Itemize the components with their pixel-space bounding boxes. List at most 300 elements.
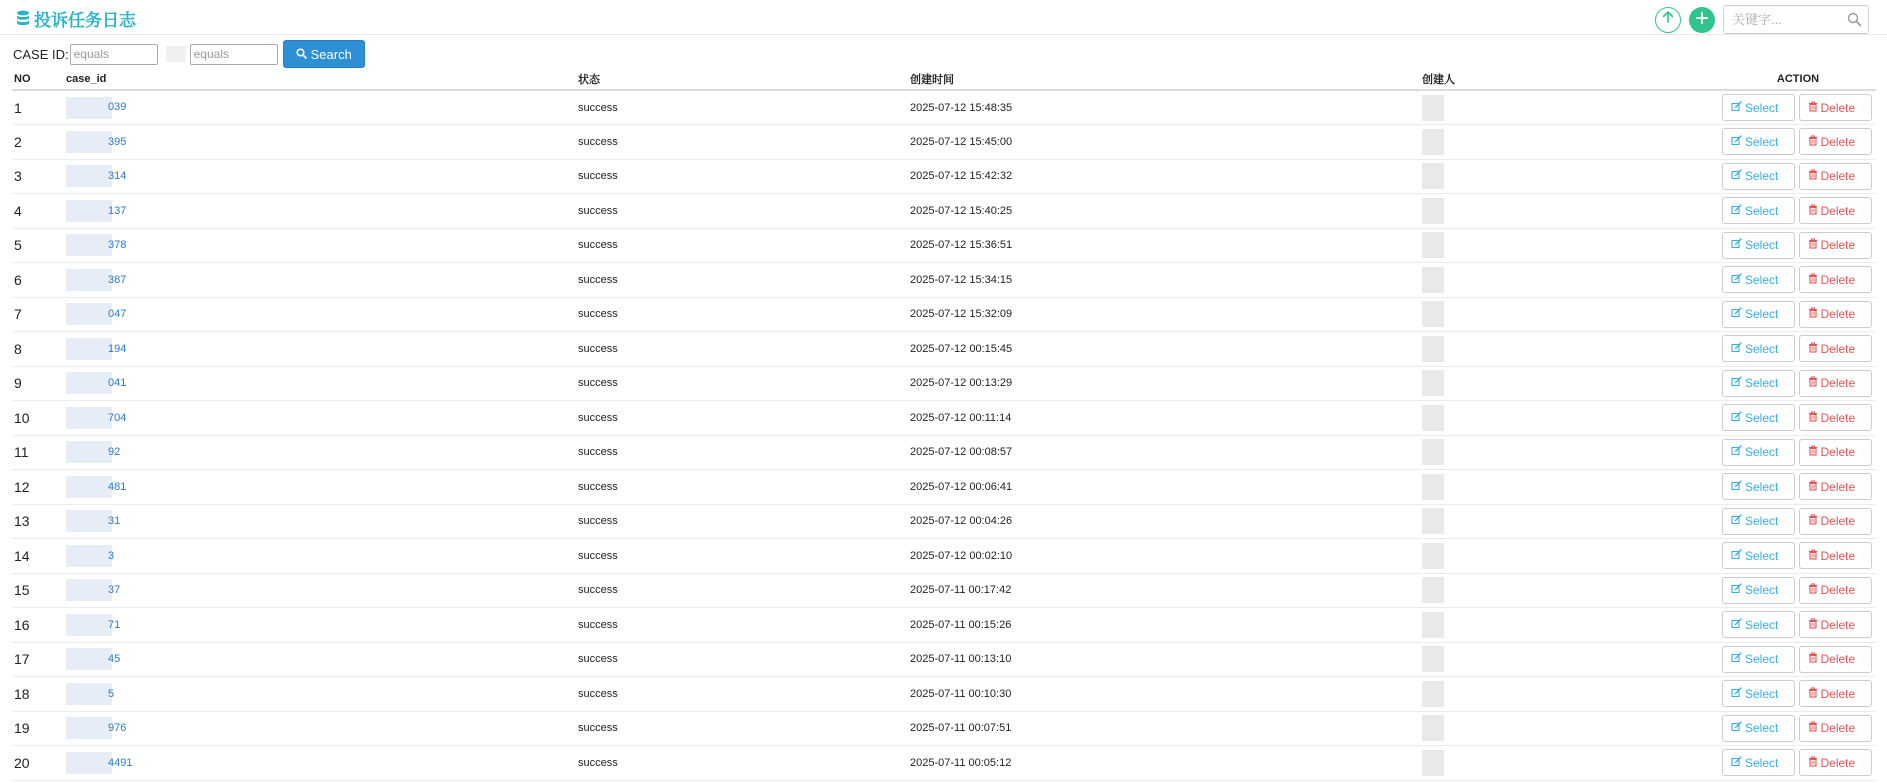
delete-button-label: Delete bbox=[1820, 238, 1856, 253]
trash-icon bbox=[1808, 652, 1818, 666]
delete-button[interactable] bbox=[1799, 335, 1873, 362]
table-row bbox=[12, 746, 1876, 781]
select-button-label: Select bbox=[1745, 583, 1779, 598]
status-cell: success bbox=[576, 332, 908, 367]
action-cell bbox=[1720, 642, 1876, 677]
trash-icon bbox=[1808, 376, 1818, 390]
case-id-cell bbox=[64, 297, 576, 332]
created-at-cell: 2025-07-12 15:42:32 bbox=[908, 159, 1420, 194]
edit-icon bbox=[1731, 514, 1742, 528]
delete-button-label: Delete bbox=[1820, 307, 1856, 322]
row-number: 3 bbox=[12, 159, 64, 194]
redacted-creator bbox=[1422, 370, 1444, 396]
case-id-cell bbox=[64, 159, 576, 194]
status-cell: success bbox=[576, 470, 908, 505]
row-number: 6 bbox=[12, 263, 64, 298]
created-at-cell: 2025-07-12 00:11:14 bbox=[908, 401, 1420, 436]
action-cell bbox=[1720, 608, 1876, 643]
delete-button[interactable] bbox=[1799, 94, 1873, 121]
action-cell bbox=[1720, 470, 1876, 505]
case-id-cell bbox=[64, 642, 576, 677]
select-button-label: Select bbox=[1745, 376, 1779, 391]
select-button-label: Select bbox=[1745, 238, 1779, 253]
delete-button-label: Delete bbox=[1820, 169, 1856, 184]
select-button[interactable] bbox=[1722, 301, 1795, 328]
creator-cell bbox=[1420, 159, 1720, 194]
delete-button-label: Delete bbox=[1820, 617, 1856, 632]
column-header-action: ACTION bbox=[1720, 69, 1876, 90]
table-row bbox=[12, 159, 1876, 194]
edit-icon bbox=[1731, 307, 1742, 321]
delete-button-label: Delete bbox=[1820, 686, 1856, 701]
edit-icon bbox=[1731, 652, 1742, 666]
row-number: 1 bbox=[12, 90, 64, 125]
row-number: 17 bbox=[12, 642, 64, 677]
status-cell: success bbox=[576, 711, 908, 746]
case-id-link[interactable]: 4491 bbox=[108, 756, 133, 769]
row-actions bbox=[1722, 266, 1874, 293]
delete-button[interactable] bbox=[1799, 680, 1873, 707]
case-id-cell bbox=[64, 746, 576, 781]
table-header-row bbox=[12, 69, 1876, 90]
trash-icon bbox=[1808, 618, 1818, 632]
case-id-cell bbox=[64, 677, 576, 712]
trash-icon bbox=[1808, 583, 1818, 597]
case-id-link[interactable]: 45 bbox=[108, 653, 121, 666]
database-icon bbox=[16, 10, 30, 27]
row-actions bbox=[1722, 197, 1874, 224]
status-cell: success bbox=[576, 228, 908, 263]
case-id-link[interactable]: 137 bbox=[108, 204, 127, 217]
redacted-creator bbox=[1422, 612, 1444, 638]
redacted-creator bbox=[1422, 474, 1444, 500]
row-number: 19 bbox=[12, 711, 64, 746]
row-number: 5 bbox=[12, 228, 64, 263]
redacted-case-id-prefix bbox=[66, 545, 115, 567]
table-row bbox=[12, 539, 1876, 574]
table-row bbox=[12, 401, 1876, 436]
redacted-case-id-prefix bbox=[66, 752, 112, 774]
row-actions bbox=[1722, 335, 1874, 362]
row-actions bbox=[1722, 611, 1874, 638]
case-id-link[interactable]: 481 bbox=[108, 480, 127, 493]
creator-cell bbox=[1420, 194, 1720, 229]
table-row bbox=[12, 90, 1876, 125]
trash-icon bbox=[1808, 307, 1818, 321]
delete-button-label: Delete bbox=[1820, 376, 1856, 391]
case-id-cell bbox=[64, 228, 576, 263]
creator-cell bbox=[1420, 401, 1720, 436]
select-button[interactable] bbox=[1722, 439, 1795, 466]
case-id-link[interactable]: 5 bbox=[108, 687, 115, 700]
row-number: 18 bbox=[12, 677, 64, 712]
creator-cell bbox=[1420, 332, 1720, 367]
redacted-case-id-prefix bbox=[66, 131, 112, 153]
select-button-label: Select bbox=[1745, 652, 1779, 667]
row-actions bbox=[1722, 542, 1874, 569]
select-button[interactable] bbox=[1722, 611, 1795, 638]
table-row bbox=[12, 470, 1876, 505]
select-button-label: Select bbox=[1745, 479, 1779, 494]
action-cell bbox=[1720, 263, 1876, 298]
task-log-table bbox=[12, 69, 1876, 781]
case-id-cell bbox=[64, 435, 576, 470]
action-cell bbox=[1720, 332, 1876, 367]
table-row bbox=[12, 263, 1876, 298]
upload-button[interactable] bbox=[1655, 7, 1681, 33]
redacted-filter-label bbox=[166, 46, 186, 62]
row-actions bbox=[1722, 508, 1874, 535]
creator-cell bbox=[1420, 297, 1720, 332]
search-button-label: Search bbox=[310, 46, 352, 62]
select-button[interactable] bbox=[1722, 232, 1795, 259]
redacted-creator bbox=[1422, 543, 1444, 569]
trash-icon bbox=[1808, 169, 1818, 183]
row-actions bbox=[1722, 680, 1874, 707]
delete-button[interactable] bbox=[1799, 370, 1873, 397]
table-row bbox=[12, 711, 1876, 746]
redacted-case-id-prefix bbox=[66, 683, 115, 705]
row-number: 16 bbox=[12, 608, 64, 643]
select-button[interactable] bbox=[1722, 577, 1795, 604]
created-at-cell: 2025-07-12 00:15:45 bbox=[908, 332, 1420, 367]
delete-button-label: Delete bbox=[1820, 445, 1856, 460]
redacted-case-id-prefix bbox=[66, 338, 112, 360]
select-button[interactable] bbox=[1722, 163, 1795, 190]
case-id-link[interactable]: 3 bbox=[108, 549, 115, 562]
select-button[interactable] bbox=[1722, 473, 1795, 500]
action-cell bbox=[1720, 401, 1876, 436]
trash-icon bbox=[1808, 238, 1818, 252]
trash-icon bbox=[1808, 342, 1818, 356]
page-title bbox=[16, 6, 136, 31]
row-number: 8 bbox=[12, 332, 64, 367]
case-id-filter-input[interactable] bbox=[70, 44, 158, 65]
redacted-case-id-prefix bbox=[66, 476, 112, 498]
select-button-label: Select bbox=[1745, 445, 1779, 460]
case-id-link[interactable]: 387 bbox=[108, 273, 127, 286]
row-actions bbox=[1722, 232, 1874, 259]
select-button-label: Select bbox=[1745, 203, 1779, 218]
select-button[interactable] bbox=[1722, 94, 1795, 121]
delete-button[interactable] bbox=[1799, 266, 1873, 293]
delete-button-label: Delete bbox=[1820, 721, 1856, 736]
delete-button[interactable] bbox=[1799, 404, 1873, 431]
table-row bbox=[12, 228, 1876, 263]
select-button[interactable] bbox=[1722, 404, 1795, 431]
table-row bbox=[12, 297, 1876, 332]
case-id-link[interactable]: 976 bbox=[108, 722, 127, 735]
search-icon[interactable] bbox=[1847, 12, 1862, 32]
case-id-link[interactable]: 314 bbox=[108, 170, 127, 183]
redacted-creator bbox=[1422, 405, 1444, 431]
redacted-creator bbox=[1422, 681, 1444, 707]
case-id-cell bbox=[64, 504, 576, 539]
case-id-cell bbox=[64, 401, 576, 436]
case-id-cell bbox=[64, 366, 576, 401]
delete-button-label: Delete bbox=[1820, 583, 1856, 598]
edit-icon bbox=[1731, 756, 1742, 770]
delete-button[interactable] bbox=[1799, 542, 1873, 569]
select-button[interactable] bbox=[1722, 715, 1795, 742]
creator-cell bbox=[1420, 228, 1720, 263]
creator-cell bbox=[1420, 263, 1720, 298]
page-title-text: 投诉任务日志 bbox=[34, 11, 136, 30]
redacted-case-id-prefix bbox=[66, 97, 112, 119]
status-cell: success bbox=[576, 194, 908, 229]
select-button[interactable] bbox=[1722, 508, 1795, 535]
case-id-link[interactable]: 92 bbox=[108, 446, 121, 459]
action-cell bbox=[1720, 746, 1876, 781]
select-button[interactable] bbox=[1722, 197, 1795, 224]
case-id-link[interactable]: 37 bbox=[108, 584, 121, 597]
redacted-creator bbox=[1422, 336, 1444, 362]
delete-button[interactable] bbox=[1799, 749, 1873, 776]
redacted-creator bbox=[1422, 267, 1444, 293]
status-cell: success bbox=[576, 263, 908, 298]
status-cell: success bbox=[576, 125, 908, 160]
action-cell bbox=[1720, 366, 1876, 401]
trash-icon bbox=[1808, 687, 1818, 701]
table-row bbox=[12, 504, 1876, 539]
column-header-no[interactable]: NO bbox=[12, 69, 64, 90]
edit-icon bbox=[1731, 445, 1742, 459]
keyword-search bbox=[1723, 5, 1869, 34]
trash-icon bbox=[1808, 204, 1818, 218]
delete-button[interactable] bbox=[1799, 128, 1873, 155]
trash-icon bbox=[1808, 514, 1818, 528]
delete-button-label: Delete bbox=[1820, 548, 1856, 563]
select-button-label: Select bbox=[1745, 721, 1779, 736]
row-number: 9 bbox=[12, 366, 64, 401]
select-button-label: Select bbox=[1745, 307, 1779, 322]
row-number: 14 bbox=[12, 539, 64, 574]
row-number: 10 bbox=[12, 401, 64, 436]
redacted-case-id-prefix bbox=[66, 579, 112, 601]
top-actions bbox=[1655, 5, 1869, 34]
created-at-cell: 2025-07-12 15:34:15 bbox=[908, 263, 1420, 298]
status-cell: success bbox=[576, 746, 908, 781]
creator-cell bbox=[1420, 711, 1720, 746]
creator-cell bbox=[1420, 125, 1720, 160]
created-at-cell: 2025-07-12 15:32:09 bbox=[908, 297, 1420, 332]
trash-icon bbox=[1808, 480, 1818, 494]
row-actions bbox=[1722, 94, 1874, 121]
row-actions bbox=[1722, 473, 1874, 500]
case-id-cell bbox=[64, 539, 576, 574]
case-id-link[interactable]: 71 bbox=[108, 618, 121, 631]
created-at-cell: 2025-07-11 00:17:42 bbox=[908, 573, 1420, 608]
action-cell bbox=[1720, 125, 1876, 160]
delete-button-label: Delete bbox=[1820, 203, 1856, 218]
creator-cell bbox=[1420, 642, 1720, 677]
row-actions bbox=[1722, 715, 1874, 742]
edit-icon bbox=[1731, 376, 1742, 390]
edit-icon bbox=[1731, 411, 1742, 425]
action-cell bbox=[1720, 711, 1876, 746]
page-header bbox=[0, 0, 1887, 35]
edit-icon bbox=[1731, 687, 1742, 701]
redacted-case-id-prefix bbox=[66, 407, 112, 429]
delete-button-label: Delete bbox=[1820, 514, 1856, 529]
created-at-cell: 2025-07-12 15:40:25 bbox=[908, 194, 1420, 229]
edit-icon bbox=[1731, 204, 1742, 218]
select-button-label: Select bbox=[1745, 272, 1779, 287]
redacted-creator bbox=[1422, 129, 1444, 155]
select-button[interactable] bbox=[1722, 680, 1795, 707]
delete-button[interactable] bbox=[1799, 439, 1873, 466]
trash-icon bbox=[1808, 445, 1818, 459]
table-row bbox=[12, 573, 1876, 608]
delete-button[interactable] bbox=[1799, 577, 1873, 604]
select-button-label: Select bbox=[1745, 341, 1779, 356]
delete-button-label: Delete bbox=[1820, 755, 1856, 770]
column-header-created-at[interactable]: 创建时间 bbox=[908, 69, 1420, 90]
case-id-link[interactable]: 047 bbox=[108, 308, 127, 321]
action-cell bbox=[1720, 228, 1876, 263]
case-id-link[interactable]: 378 bbox=[108, 239, 127, 252]
created-at-cell: 2025-07-11 00:10:30 bbox=[908, 677, 1420, 712]
creator-cell bbox=[1420, 470, 1720, 505]
redacted-creator bbox=[1422, 750, 1444, 776]
created-at-cell: 2025-07-12 00:13:29 bbox=[908, 366, 1420, 401]
case-id-link[interactable]: 041 bbox=[108, 377, 127, 390]
select-button[interactable] bbox=[1722, 749, 1795, 776]
table-row bbox=[12, 332, 1876, 367]
select-button[interactable] bbox=[1722, 542, 1795, 569]
delete-button-label: Delete bbox=[1820, 652, 1856, 667]
created-at-cell: 2025-07-11 00:07:51 bbox=[908, 711, 1420, 746]
table-row bbox=[12, 677, 1876, 712]
delete-button[interactable] bbox=[1799, 197, 1873, 224]
redacted-creator bbox=[1422, 95, 1444, 121]
created-at-cell: 2025-07-12 15:45:00 bbox=[908, 125, 1420, 160]
creator-cell bbox=[1420, 573, 1720, 608]
row-actions bbox=[1722, 128, 1874, 155]
trash-icon bbox=[1808, 756, 1818, 770]
select-button-label: Select bbox=[1745, 410, 1779, 425]
trash-icon bbox=[1808, 101, 1818, 115]
trash-icon bbox=[1808, 721, 1818, 735]
edit-icon bbox=[1731, 583, 1742, 597]
action-cell bbox=[1720, 90, 1876, 125]
action-cell bbox=[1720, 194, 1876, 229]
arrow-up-icon bbox=[1661, 10, 1675, 29]
redacted-case-id-prefix bbox=[66, 717, 112, 739]
row-number: 15 bbox=[12, 573, 64, 608]
add-button[interactable] bbox=[1689, 7, 1715, 33]
action-cell bbox=[1720, 159, 1876, 194]
row-actions bbox=[1722, 439, 1874, 466]
edit-icon bbox=[1731, 101, 1742, 115]
column-header-creator[interactable]: 创建人 bbox=[1420, 69, 1720, 90]
edit-icon bbox=[1731, 721, 1742, 735]
case-id-cell bbox=[64, 90, 576, 125]
case-id-cell bbox=[64, 263, 576, 298]
select-button-label: Select bbox=[1745, 514, 1779, 529]
select-button-label: Select bbox=[1745, 686, 1779, 701]
row-actions bbox=[1722, 646, 1874, 673]
status-cell: success bbox=[576, 435, 908, 470]
edit-icon bbox=[1731, 135, 1742, 149]
delete-button[interactable] bbox=[1799, 232, 1873, 259]
redacted-case-id-prefix bbox=[66, 234, 112, 256]
edit-icon bbox=[1731, 549, 1742, 563]
select-button[interactable] bbox=[1722, 128, 1795, 155]
delete-button-label: Delete bbox=[1820, 272, 1856, 287]
select-button[interactable] bbox=[1722, 266, 1795, 293]
edit-icon bbox=[1731, 480, 1742, 494]
select-button[interactable] bbox=[1722, 646, 1795, 673]
case-id-link[interactable]: 31 bbox=[108, 515, 121, 528]
creator-cell bbox=[1420, 539, 1720, 574]
keyword-search-input[interactable] bbox=[1724, 6, 1842, 33]
second-filter-input[interactable] bbox=[190, 44, 278, 65]
case-id-cell bbox=[64, 711, 576, 746]
row-actions bbox=[1722, 404, 1874, 431]
trash-icon bbox=[1808, 273, 1818, 287]
case-id-cell bbox=[64, 332, 576, 367]
redacted-case-id-prefix bbox=[66, 372, 112, 394]
row-number: 7 bbox=[12, 297, 64, 332]
search-button[interactable] bbox=[283, 40, 365, 68]
delete-button[interactable] bbox=[1799, 646, 1873, 673]
case-id-link[interactable]: 039 bbox=[108, 101, 127, 114]
select-button[interactable] bbox=[1722, 370, 1795, 397]
action-cell bbox=[1720, 539, 1876, 574]
delete-button[interactable] bbox=[1799, 473, 1873, 500]
created-at-cell: 2025-07-11 00:13:10 bbox=[908, 642, 1420, 677]
redacted-creator bbox=[1422, 198, 1444, 224]
status-cell: success bbox=[576, 90, 908, 125]
table-row bbox=[12, 194, 1876, 229]
case-id-link[interactable]: 194 bbox=[108, 342, 127, 355]
table-row bbox=[12, 125, 1876, 160]
row-number: 11 bbox=[12, 435, 64, 470]
status-cell: success bbox=[576, 159, 908, 194]
redacted-case-id-prefix bbox=[66, 165, 112, 187]
action-cell bbox=[1720, 297, 1876, 332]
delete-button[interactable] bbox=[1799, 163, 1873, 190]
plus-icon bbox=[1696, 11, 1708, 29]
delete-button[interactable] bbox=[1799, 611, 1873, 638]
redacted-case-id-prefix bbox=[66, 648, 112, 670]
row-actions bbox=[1722, 301, 1874, 328]
case-id-cell bbox=[64, 125, 576, 160]
row-number: 4 bbox=[12, 194, 64, 229]
edit-icon bbox=[1731, 169, 1742, 183]
delete-button[interactable] bbox=[1799, 715, 1873, 742]
delete-button[interactable] bbox=[1799, 508, 1873, 535]
case-id-link[interactable]: 704 bbox=[108, 411, 127, 424]
table-row bbox=[12, 642, 1876, 677]
case-id-link[interactable]: 395 bbox=[108, 135, 127, 148]
edit-icon bbox=[1731, 273, 1742, 287]
trash-icon bbox=[1808, 135, 1818, 149]
select-button[interactable] bbox=[1722, 335, 1795, 362]
creator-cell bbox=[1420, 608, 1720, 643]
action-cell bbox=[1720, 504, 1876, 539]
delete-button[interactable] bbox=[1799, 301, 1873, 328]
trash-icon bbox=[1808, 549, 1818, 563]
delete-button-label: Delete bbox=[1820, 410, 1856, 425]
delete-button-label: Delete bbox=[1820, 100, 1856, 115]
column-header-case-id[interactable]: case_id bbox=[64, 69, 576, 90]
column-header-status[interactable]: 状态 bbox=[576, 69, 908, 90]
created-at-cell: 2025-07-12 15:48:35 bbox=[908, 90, 1420, 125]
status-cell: success bbox=[576, 573, 908, 608]
table-body bbox=[12, 90, 1876, 780]
